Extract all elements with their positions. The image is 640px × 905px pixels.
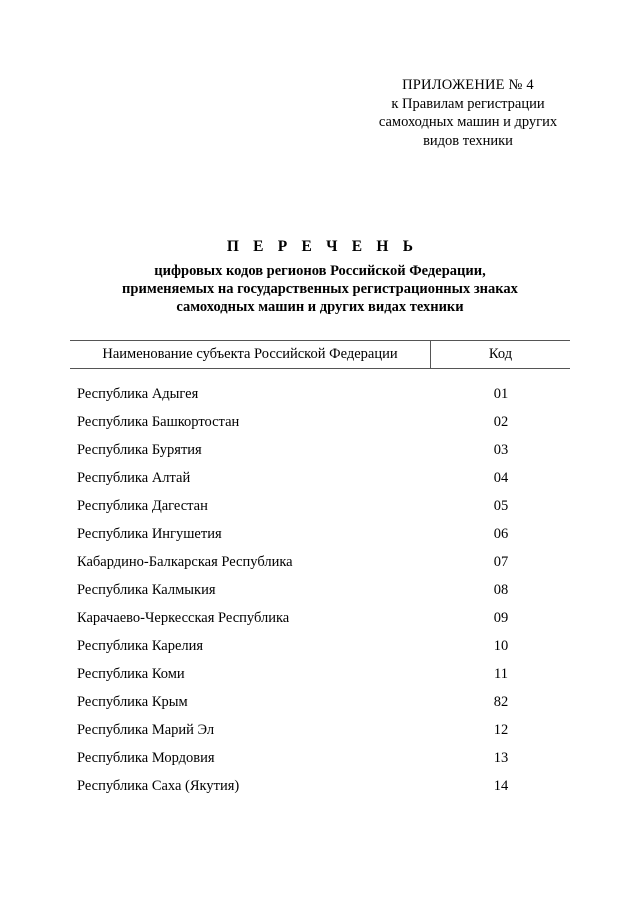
region-name: Кабардино-Балкарская Республика — [77, 554, 293, 570]
annex-title: ПРИЛОЖЕНИЕ № 4 — [402, 77, 534, 93]
region-name: Республика Алтай — [77, 470, 191, 486]
region-code: 05 — [493, 498, 509, 514]
table-header — [70, 340, 570, 369]
region-code: 07 — [493, 554, 509, 570]
table-row — [0, 744, 640, 772]
region-name: Республика Карелия — [77, 638, 204, 654]
table-row — [0, 436, 640, 464]
annex-line-3: видов техники — [423, 132, 513, 149]
table-row — [0, 520, 640, 548]
annex-header — [352, 76, 584, 150]
table-row — [0, 408, 640, 436]
region-name: Карачаево-Черкесская Республика — [77, 610, 290, 626]
region-name: Республика Башкортостан — [77, 414, 240, 430]
table-row — [0, 464, 640, 492]
table-row — [0, 632, 640, 660]
region-code: 13 — [493, 750, 509, 766]
annex-line-1: к Правилам регистрации — [391, 95, 545, 112]
region-code: 06 — [493, 526, 509, 542]
subtitle-line-2: применяемых на государственных регистрационных знаках — [122, 281, 518, 297]
region-code: 82 — [493, 694, 509, 710]
region-name: Республика Адыгея — [77, 386, 199, 402]
region-name: Республика Калмыкия — [77, 582, 216, 598]
region-code-list — [0, 380, 640, 800]
table-row — [0, 604, 640, 632]
document-subtitle — [0, 262, 640, 316]
column-header-name: Наименование субъекта Российской Федерации — [70, 341, 431, 368]
region-name: Республика Бурятия — [77, 442, 202, 458]
table-row — [0, 772, 640, 800]
subtitle-line-3: самоходных машин и других видах техники — [176, 299, 464, 315]
region-code: 03 — [493, 442, 509, 458]
table-row — [0, 576, 640, 604]
region-name: Республика Дагестан — [77, 498, 208, 514]
annex-line-2: самоходных машин и других — [378, 114, 558, 130]
region-code: 02 — [493, 414, 509, 430]
column-header-code: Код — [488, 346, 513, 362]
region-code: 14 — [493, 778, 509, 794]
region-name: Республика Коми — [77, 666, 185, 682]
region-name: Республика Крым — [77, 694, 188, 710]
subtitle-line-1: цифровых кодов регионов Российской Федерации, — [154, 263, 486, 279]
table-row — [0, 380, 640, 408]
region-name: Республика Марий Эл — [77, 722, 215, 738]
region-code: 09 — [493, 610, 509, 626]
region-code: 01 — [493, 386, 509, 402]
region-code: 04 — [493, 470, 509, 486]
table-row — [0, 716, 640, 744]
region-name: Республика Ингушетия — [77, 526, 222, 542]
table-row — [0, 688, 640, 716]
table-row — [0, 660, 640, 688]
region-code: 12 — [493, 722, 509, 738]
region-code: 08 — [493, 582, 509, 598]
region-code: 10 — [493, 638, 509, 654]
region-name: Республика Мордовия — [77, 750, 215, 766]
table-row — [0, 548, 640, 576]
region-code: 11 — [494, 666, 508, 682]
table-row — [0, 492, 640, 520]
document-title: П Е Р Е Ч Е Н Ь — [226, 238, 419, 255]
region-name: Республика Саха (Якутия) — [77, 778, 240, 794]
